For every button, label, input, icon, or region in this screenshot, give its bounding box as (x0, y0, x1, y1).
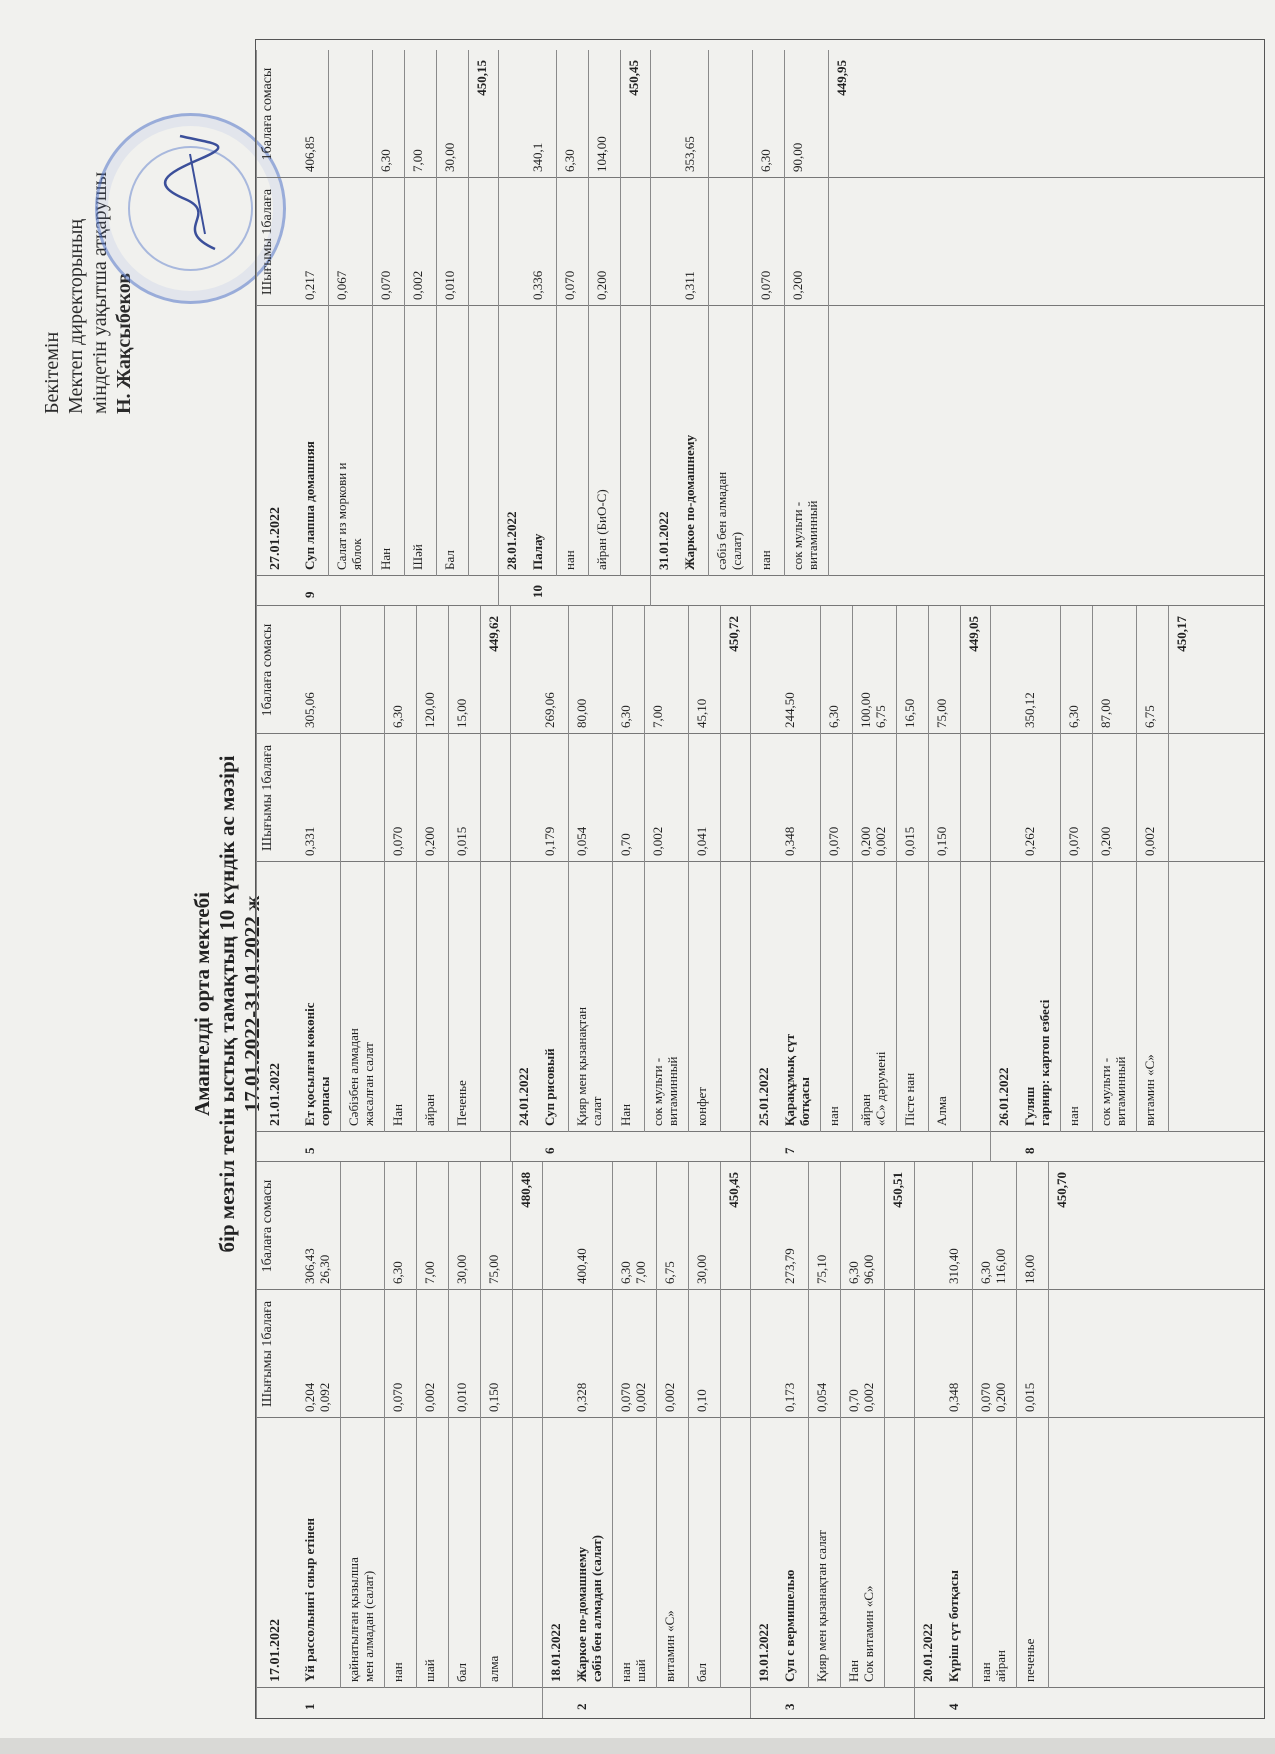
menu-item-sum: 6,30 7,00 (618, 1261, 648, 1284)
menu-item-qty: 0,070 (378, 270, 393, 300)
day-total: 480,48 (518, 1172, 533, 1208)
menu-item-sum: 87,00 (1098, 698, 1113, 728)
day-number: 4 (946, 1703, 961, 1710)
header-qty: Шығымы 1балаға (260, 188, 275, 296)
menu-item-name: Қарақұмық сүт ботқасы (782, 1033, 812, 1126)
menu-item-name: алма (486, 1655, 501, 1682)
menu-item-sum: 120,00 (422, 692, 437, 728)
menu-item-sum: 6,75 (1142, 705, 1157, 728)
day-total: 450,72 (726, 616, 741, 652)
menu-item-name: печенье (1022, 1638, 1037, 1682)
row-line (990, 606, 991, 1162)
row-line (556, 50, 557, 576)
title-line: 17.01.2022-31.01.2022 ж (240, 895, 264, 1113)
menu-item-name: Нан (390, 1103, 405, 1126)
row-line (972, 1162, 973, 1688)
column-line (256, 861, 1264, 862)
menu-item-sum: 6,30 (618, 705, 633, 728)
menu-item-qty: 0,015 (1022, 1382, 1037, 1412)
menu-item-name: конфет (694, 1087, 709, 1126)
day-number: 7 (782, 1147, 797, 1154)
row-line (568, 606, 569, 1132)
row-line (384, 1162, 385, 1688)
menu-item-qty: 0,015 (902, 826, 917, 856)
day-date: 24.01.2022 (516, 1067, 531, 1126)
row-line (404, 50, 405, 576)
menu-item-name: Сәбізбен алмадан жасалған салат (346, 1028, 376, 1126)
day-total: 450,51 (890, 1172, 905, 1208)
menu-item-sum: 90,00 (790, 142, 805, 172)
row-line (1168, 606, 1169, 1132)
column-line (256, 177, 1264, 178)
day-date: 21.01.2022 (268, 1063, 283, 1126)
column-line (256, 1289, 1264, 1290)
menu-item-name: Жаркое по-домашнему сәбіз бен алмадан (салат) (574, 1535, 604, 1682)
column-line (256, 305, 1264, 306)
row-line (416, 606, 417, 1132)
menu-item-name: сок мульти - витаминный (650, 1056, 680, 1126)
menu-item-sum: 305,06 (302, 692, 317, 728)
menu-item-qty: 0,010 (442, 270, 457, 300)
menu-item-qty: 0,217 (302, 270, 317, 300)
scan-edge (0, 1738, 1275, 1754)
menu-item-qty: 0,70 0,002 (846, 1382, 876, 1412)
menu-item-qty: 0,002 (650, 826, 665, 856)
menu-item-qty: 0,002 (662, 1382, 677, 1412)
menu-item-qty: 0,70 (618, 833, 633, 856)
row-line (416, 1162, 417, 1688)
menu-item-qty: 0,070 (1066, 826, 1081, 856)
row-line (480, 1162, 481, 1688)
menu-item-qty: 0,331 (302, 826, 317, 856)
menu-item-qty: 0,070 (390, 826, 405, 856)
menu-item-qty: 0,262 (1022, 826, 1037, 856)
menu-item-sum: 6,30 (390, 1261, 405, 1284)
row-line (1048, 1162, 1049, 1688)
row-line (612, 606, 613, 1132)
row-line (928, 606, 929, 1132)
menu-item-name: Нан Сок витамин «С» (846, 1585, 876, 1682)
menu-item-qty: 0,179 (542, 826, 557, 856)
row-line (1016, 1162, 1017, 1688)
menu-item-name: витамин «С» (1142, 1054, 1157, 1126)
approval-line: міндетін уақытша атқарушы (89, 171, 111, 414)
row-line (750, 606, 751, 1162)
row-line (896, 606, 897, 1132)
row-line (620, 50, 621, 576)
menu-item-sum: 18,00 (1022, 1254, 1037, 1284)
row-line (340, 606, 341, 1132)
menu-item-name: бал (454, 1663, 469, 1682)
row-line (784, 50, 785, 576)
menu-item-qty: 0,070 (826, 826, 841, 856)
row-line (256, 1162, 257, 1718)
day-number: 6 (542, 1147, 557, 1154)
menu-item-name: нан (826, 1106, 841, 1126)
menu-item-sum: 6,30 (826, 705, 841, 728)
day-number: 3 (782, 1703, 797, 1710)
menu-item-sum: 7,00 (650, 705, 665, 728)
row-line (644, 606, 645, 1132)
menu-item-name: Суп рисовый (542, 1048, 557, 1126)
row-line (1092, 606, 1093, 1132)
menu-item-sum: 340,1 (530, 142, 545, 172)
menu-item-name: Палау (530, 533, 545, 570)
menu-item-sum: 6,30 (390, 705, 405, 728)
menu-item-qty: 0,336 (530, 270, 545, 300)
day-date: 18.01.2022 (548, 1623, 563, 1682)
day-number: 10 (530, 585, 545, 598)
menu-item-qty: 0,173 (782, 1382, 797, 1412)
menu-item-sum: 353,65 (682, 136, 697, 172)
menu-item-qty: 0,070 (562, 270, 577, 300)
day-date: 20.01.2022 (920, 1623, 935, 1682)
row-line (688, 1162, 689, 1688)
menu-item-sum: 6,30 (758, 149, 773, 172)
menu-item-name: Пісте нан (902, 1072, 917, 1126)
menu-item-name: шай (422, 1659, 437, 1682)
day-number: 5 (302, 1147, 317, 1154)
day-total: 450,17 (1174, 616, 1189, 652)
row-line (256, 606, 257, 1162)
menu-item-name: Нан (378, 547, 393, 570)
signature (160, 134, 230, 254)
menu-item-qty: 0,002 (1142, 826, 1157, 856)
row-line (256, 50, 257, 606)
menu-item-sum: 6,30 (1066, 705, 1081, 728)
column-line (256, 1687, 1264, 1688)
row-line (512, 1162, 513, 1688)
day-total: 450,70 (1054, 1172, 1069, 1208)
day-total: 450,15 (474, 60, 489, 96)
row-line (436, 50, 437, 576)
menu-item-qty: 0,054 (574, 826, 589, 856)
menu-item-name: Ет қосылған көкөніс сорпасы (302, 1002, 332, 1126)
menu-item-name: нан (390, 1662, 405, 1682)
day-total: 449,05 (966, 616, 981, 652)
day-total: 449,62 (486, 616, 501, 652)
day-date: 19.01.2022 (756, 1623, 771, 1682)
menu-item-qty: 0,054 (814, 1382, 829, 1412)
row-line (840, 1162, 841, 1688)
menu-item-name: нан (758, 550, 773, 570)
menu-item-qty: 0,070 (758, 270, 773, 300)
header-qty: Шығымы 1балаға (260, 1300, 275, 1408)
menu-item-name: Жаркое по-домашнему (682, 434, 697, 570)
row-line (688, 606, 689, 1132)
day-date: 28.01.2022 (504, 511, 519, 570)
header-sum: 1балаға сомасы (260, 1179, 275, 1273)
row-line (468, 50, 469, 576)
day-date: 31.01.2022 (656, 511, 671, 570)
menu-item-sum: 350,12 (1022, 692, 1037, 728)
day-number: 2 (574, 1703, 589, 1710)
menu-item-sum: 400,40 (574, 1248, 589, 1284)
menu-item-name: қайнатылған қызылша мен алмадан (салат) (346, 1557, 376, 1682)
row-line (498, 50, 499, 606)
menu-item-qty: 0,150 (934, 826, 949, 856)
menu-item-sum: 6,75 (662, 1261, 677, 1284)
menu-item-qty: 0,070 0,200 (978, 1382, 1008, 1412)
row-line (650, 50, 651, 606)
menu-item-sum: 406,85 (302, 136, 317, 172)
row-line (750, 1162, 751, 1718)
menu-item-sum: 75,00 (934, 698, 949, 728)
title-line: Амангелді орта мектебі (190, 892, 214, 1116)
day-number: 9 (302, 591, 317, 598)
row-line (914, 1162, 915, 1718)
menu-item-name: Гуляш гарнир: картоп езбесі (1022, 999, 1052, 1126)
day-date: 26.01.2022 (996, 1067, 1011, 1126)
row-line (752, 50, 753, 576)
menu-item-sum: 30,00 (442, 142, 457, 172)
column-line (256, 733, 1264, 734)
menu-item-name: Печенье (454, 1080, 469, 1126)
menu-item-qty: 0,002 (410, 270, 425, 300)
menu-item-name: Күріш сүт ботқасы (946, 1570, 961, 1682)
menu-item-name: Суп лапша домашняя (302, 441, 317, 570)
menu-item-qty: 0,200 (594, 270, 609, 300)
menu-item-sum: 306,43 26,30 (302, 1248, 332, 1284)
menu-item-name: нан (562, 550, 577, 570)
menu-item-sum: 6,30 116,00 (978, 1248, 1008, 1284)
row-line (960, 606, 961, 1132)
menu-item-qty: 0,200 0,002 (858, 826, 888, 856)
row-line (510, 606, 511, 1162)
menu-item-sum: 75,10 (814, 1254, 829, 1284)
menu-table (255, 39, 1265, 1719)
row-line (372, 50, 373, 576)
menu-item-qty: 0,200 (1098, 826, 1113, 856)
menu-item-sum: 30,00 (694, 1254, 709, 1284)
menu-item-qty: 0,070 0,002 (618, 1382, 648, 1412)
menu-item-qty: 0,348 (946, 1382, 961, 1412)
menu-item-name: нан айран (978, 1650, 1008, 1682)
title-line: бір мезгіл тегін ыстық тамақтың 10 күндік ас мәзірі (215, 755, 239, 1253)
row-line (884, 1162, 885, 1688)
row-line (612, 1162, 613, 1688)
menu-item-qty: 0,002 (422, 1382, 437, 1412)
day-date: 27.01.2022 (268, 507, 283, 570)
menu-item-qty: 0,067 (334, 270, 349, 300)
day-date: 17.01.2022 (268, 1619, 283, 1682)
menu-item-qty: 0,311 (682, 271, 697, 300)
menu-item-name: Суп с вермишелью (782, 1569, 797, 1682)
menu-item-sum: 16,50 (902, 698, 917, 728)
menu-item-sum: 80,00 (574, 698, 589, 728)
menu-item-sum: 6,30 (562, 149, 577, 172)
menu-item-sum: 104,00 (594, 136, 609, 172)
row-line (588, 50, 589, 576)
approval-line: Бекітемін (41, 331, 63, 414)
row-line (708, 50, 709, 576)
day-total: 450,45 (726, 1172, 741, 1208)
column-line (256, 1161, 1264, 1162)
row-line (820, 606, 821, 1132)
day-date: 25.01.2022 (756, 1067, 771, 1126)
day-total: 450,45 (626, 60, 641, 96)
menu-item-sum: 7,00 (422, 1261, 437, 1284)
document-title (190, 404, 265, 1604)
menu-item-qty: 0,015 (454, 826, 469, 856)
menu-item-sum: 15,00 (454, 698, 469, 728)
menu-item-sum: 30,00 (454, 1254, 469, 1284)
row-line (448, 1162, 449, 1688)
menu-item-qty: 0,328 (574, 1382, 589, 1412)
row-line (340, 1162, 341, 1688)
menu-item-name: айран (БиО-С) (594, 489, 609, 570)
menu-item-sum: 7,00 (410, 149, 425, 172)
row-line (1060, 606, 1061, 1132)
menu-item-qty: 0,010 (454, 1382, 469, 1412)
menu-item-sum: 6,30 (378, 149, 393, 172)
menu-item-name: Салат из моркови и яблок (334, 462, 364, 570)
day-total: 449,95 (834, 60, 849, 96)
approval-line: Мектеп директорының (65, 218, 87, 414)
row-line (1136, 606, 1137, 1132)
menu-item-name: Қияр мен қызанақтан салат (814, 1530, 829, 1682)
menu-item-sum: 100,00 6,75 (858, 692, 888, 728)
row-line (542, 1162, 543, 1718)
menu-item-name: Нан (618, 1103, 633, 1126)
row-line (828, 50, 829, 576)
column-line (256, 605, 1264, 606)
row-line (328, 50, 329, 576)
menu-item-name: Бал (442, 550, 457, 570)
column-line (256, 1131, 1264, 1132)
column-line (256, 575, 1264, 576)
menu-item-sum: 45,10 (694, 698, 709, 728)
menu-item-name: бал (694, 1663, 709, 1682)
menu-item-name: сок мульти - витаминный (790, 500, 820, 570)
menu-item-name: Үй рассольнигі сиыр етінен (302, 1517, 317, 1682)
row-line (480, 606, 481, 1132)
menu-item-name: айран «С» дәрумені (858, 1051, 888, 1126)
menu-item-sum: 269,06 (542, 692, 557, 728)
row-line (656, 1162, 657, 1688)
menu-item-qty: 0,200 (790, 270, 805, 300)
menu-item-name: нан шай (618, 1659, 648, 1682)
row-line (720, 606, 721, 1132)
row-line (852, 606, 853, 1132)
menu-item-sum: 75,00 (486, 1254, 501, 1284)
menu-item-qty: 0,150 (486, 1382, 501, 1412)
menu-item-qty: 0,10 (694, 1389, 709, 1412)
column-line (256, 1417, 1264, 1418)
menu-item-qty: 0,348 (782, 826, 797, 856)
menu-item-name: Шәй (410, 544, 425, 570)
menu-item-name: сәбіз бен алмадан (салат) (714, 471, 744, 570)
header-sum: 1балаға сомасы (260, 623, 275, 717)
day-number: 8 (1022, 1147, 1037, 1154)
header-qty: Шығымы 1балаға (260, 744, 275, 852)
menu-item-sum: 273,79 (782, 1248, 797, 1284)
menu-item-name: нан (1066, 1106, 1081, 1126)
menu-item-qty: 0,070 (390, 1382, 405, 1412)
menu-item-name: Қияр мен қызанақтан салат (574, 1006, 604, 1126)
menu-item-sum: 244,50 (782, 692, 797, 728)
menu-item-name: Алма (934, 1096, 949, 1126)
menu-item-qty: 0,204 0,092 (302, 1382, 332, 1412)
row-line (720, 1162, 721, 1688)
row-line (384, 606, 385, 1132)
menu-item-name: витамин «С» (662, 1610, 677, 1682)
row-line (808, 1162, 809, 1688)
menu-item-sum: 310,40 (946, 1248, 961, 1284)
menu-item-sum: 6,30 96,00 (846, 1254, 876, 1284)
menu-item-qty: 0,200 (422, 826, 437, 856)
menu-item-qty: 0,041 (694, 826, 709, 856)
header-sum: 1балаға сомасы (260, 67, 275, 161)
menu-item-name: айран (422, 1094, 437, 1126)
menu-item-name: сок мульти - витаминный (1098, 1056, 1128, 1126)
row-line (448, 606, 449, 1132)
day-number: 1 (302, 1703, 317, 1710)
approval-signer: Н. Жақсыбеков (113, 272, 135, 414)
